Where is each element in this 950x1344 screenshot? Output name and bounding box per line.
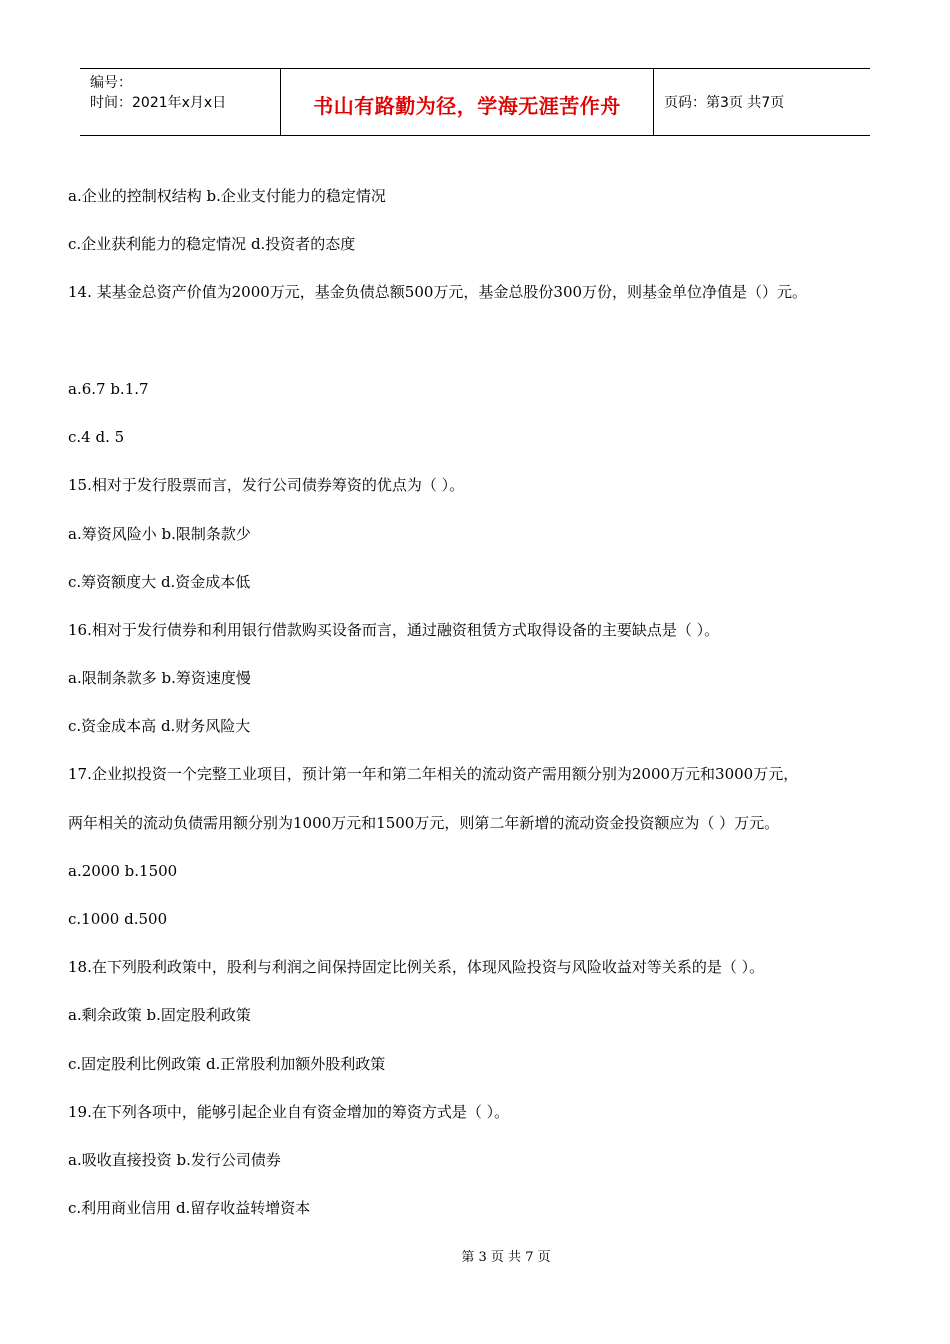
header-meta xyxy=(80,69,281,135)
header-motto-cell xyxy=(281,69,654,135)
motto-text: 书山有路勤为径，学海无涯苦作舟 xyxy=(313,93,621,118)
option-line: a.剩余政策 b.固定股利政策 xyxy=(68,1006,251,1024)
question-18: 18.在下列股利政策中，股利与利润之间保持固定比例关系，体现风险投资与风险收益对等关系的是（ ）。 xyxy=(68,958,765,976)
question-16: 16.相对于发行债券和利用银行借款购买设备而言，通过融资租赁方式取得设备的主要缺点是（ ）。 xyxy=(68,621,720,639)
option-line: c.企业获利能力的稳定情况 d.投资者的态度 xyxy=(68,235,356,253)
question-17-continued: 两年相关的流动负债需用额分别为1000万元和1500万元，则第二年新增的流动资金投资额应为（ ）万元。 xyxy=(68,814,780,832)
option-line: c.利用商业信用 d.留存收益转增资本 xyxy=(68,1199,311,1217)
header-page-cell xyxy=(654,69,870,135)
question-19: 19.在下列各项中，能够引起企业自有资金增加的筹资方式是（ ）。 xyxy=(68,1103,510,1121)
question-14: 14. 某基金总资产价值为2000万元，基金负债总额500万元，基金总股份300万份，则基金单位净值是（）元。 xyxy=(68,283,808,301)
option-line: c.1000 d.500 xyxy=(68,910,168,928)
option-line: a.限制条款多 b.筹资速度慢 xyxy=(68,669,251,687)
question-15: 15.相对于发行股票而言，发行公司债券筹资的优点为（ ）。 xyxy=(68,476,465,494)
option-line: a.2000 b.1500 xyxy=(68,862,178,880)
option-line: c.筹资额度大 d.资金成本低 xyxy=(68,573,251,591)
option-line: a.吸收直接投资 b.发行公司债券 xyxy=(68,1151,281,1169)
question-17: 17.企业拟投资一个完整工业项目，预计第一年和第二年相关的流动资产需用额分别为2000万元和3000万元， xyxy=(68,765,799,783)
option-line: a.筹资风险小 b.限制条款少 xyxy=(68,525,251,543)
option-line: c.资金成本高 d.财务风险大 xyxy=(68,717,251,735)
page-footer: 第 3 页 共 7 页 xyxy=(461,1250,551,1265)
page-indicator: 页码：第3页 共7页 xyxy=(664,95,785,111)
option-line: c.固定股利比例政策 d.正常股利加额外股利政策 xyxy=(68,1055,386,1073)
option-line: c.4 d. 5 xyxy=(68,428,125,446)
option-line: a.6.7 b.1.7 xyxy=(68,380,149,398)
option-line: a.企业的控制权结构 b.企业支付能力的稳定情况 xyxy=(68,187,386,205)
page-header xyxy=(80,68,870,136)
serial-number-label: 编号： xyxy=(90,75,132,91)
date-label: 时间：2021年x月x日 xyxy=(90,95,227,111)
